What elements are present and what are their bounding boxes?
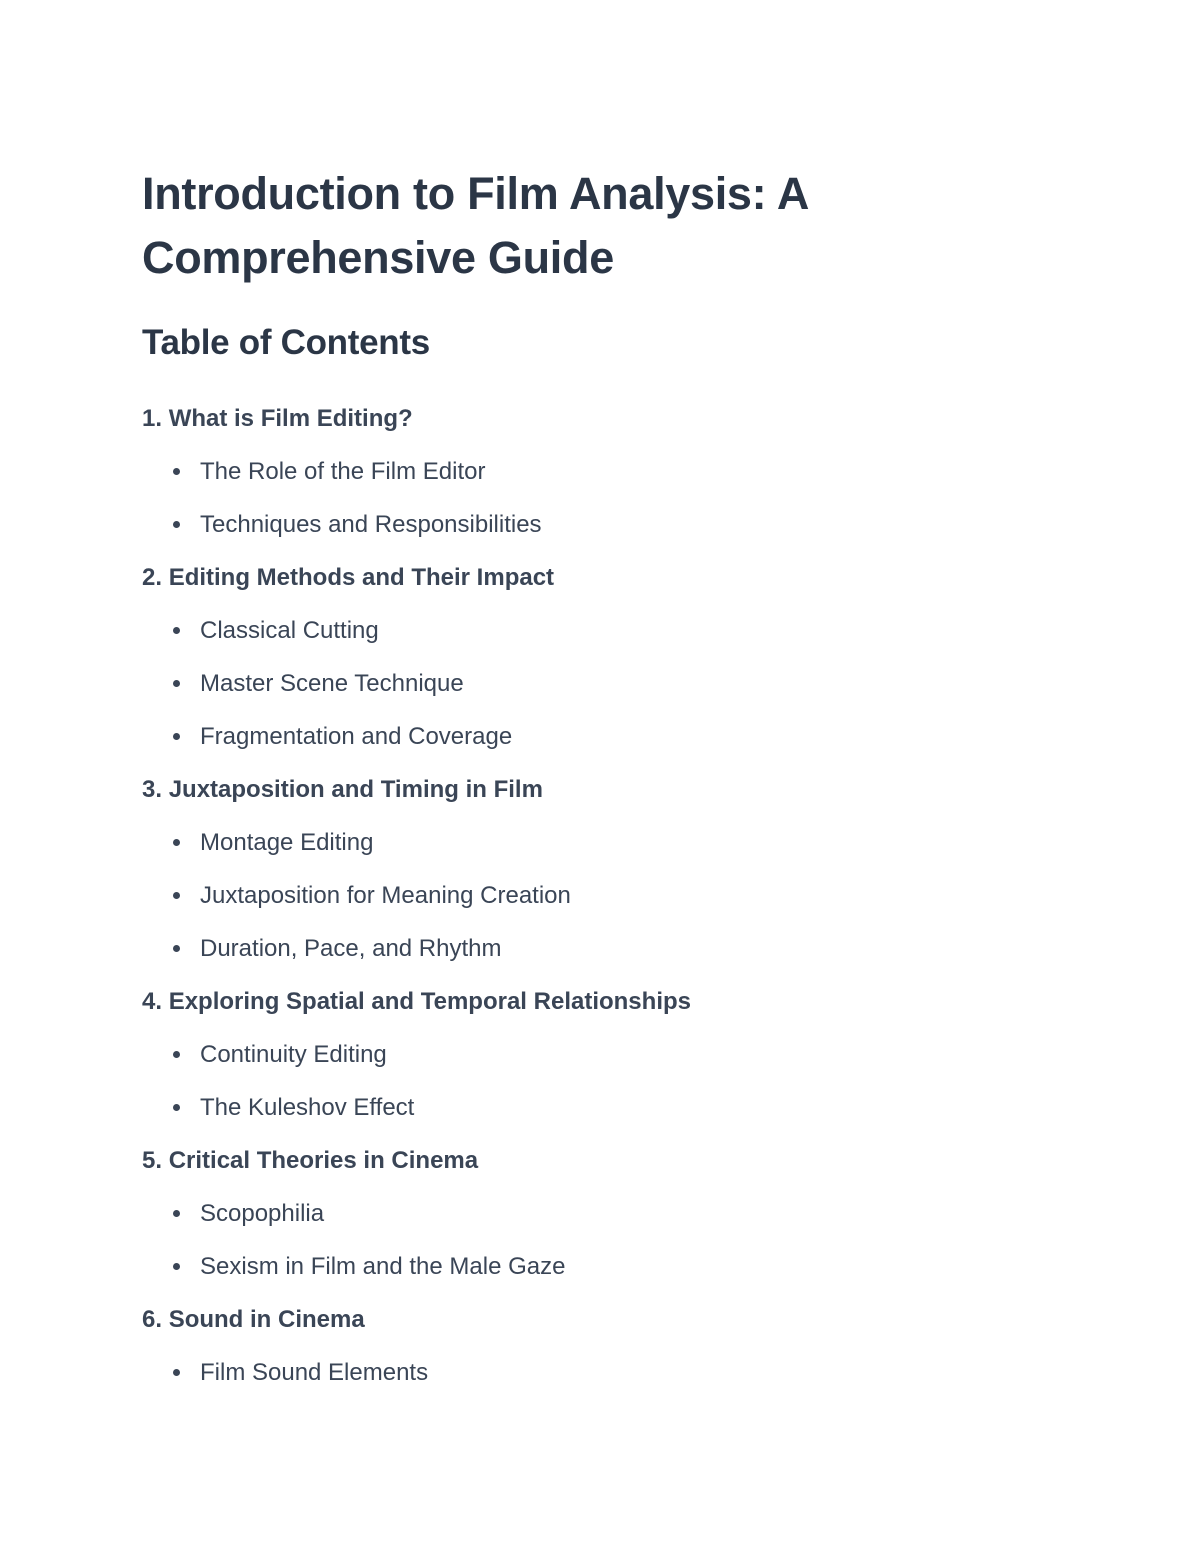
toc-subitems — [142, 445, 1062, 551]
toc-section-heading — [142, 551, 1062, 604]
toc-section — [142, 1134, 1062, 1293]
toc-section — [142, 392, 1062, 551]
toc-subitems — [142, 604, 1062, 763]
toc-subitem — [142, 1187, 1062, 1240]
section-title: Editing Methods and Their Impact — [168, 564, 555, 591]
toc-section-heading — [142, 975, 1062, 1028]
subitem-label: Duration, Pace, and Rhythm — [200, 935, 502, 962]
bullet-icon — [173, 1369, 180, 1376]
subitem-label: Techniques and Responsibilities — [200, 511, 542, 538]
table-of-contents — [142, 392, 1062, 1399]
subitem-label: The Role of the Film Editor — [200, 458, 486, 485]
document-title: Introduction to Film Analysis: A Comprehensive Guide — [142, 168, 808, 283]
section-title: Exploring Spatial and Temporal Relationships — [168, 988, 691, 1015]
subitem-label: Scopophilia — [200, 1200, 325, 1227]
subitem-label: Juxtaposition for Meaning Creation — [200, 882, 571, 909]
toc-subitem — [142, 604, 1062, 657]
toc-subitem — [142, 1240, 1062, 1293]
toc-section — [142, 1293, 1062, 1399]
toc-section-heading — [142, 1293, 1062, 1346]
toc-section-heading — [142, 763, 1062, 816]
section-number: 4. — [142, 988, 163, 1015]
subitem-label: Sexism in Film and the Male Gaze — [200, 1253, 566, 1280]
toc-heading: Table of Contents — [142, 323, 430, 362]
toc-subitem — [142, 816, 1062, 869]
bullet-icon — [173, 945, 180, 952]
toc-subitems — [142, 1346, 1062, 1399]
toc-subitem — [142, 1081, 1062, 1134]
section-number: 5. — [142, 1147, 163, 1174]
toc-section — [142, 551, 1062, 763]
bullet-icon — [173, 733, 180, 740]
subitem-label: Continuity Editing — [200, 1041, 387, 1068]
toc-subitem — [142, 498, 1062, 551]
document-page — [142, 162, 1062, 1399]
section-title: Critical Theories in Cinema — [168, 1147, 479, 1174]
toc-subitem — [142, 1346, 1062, 1399]
subitem-label: The Kuleshov Effect — [200, 1094, 415, 1121]
section-number: 6. — [142, 1306, 163, 1333]
toc-subitem — [142, 445, 1062, 498]
bullet-icon — [173, 839, 180, 846]
toc-subitem — [142, 657, 1062, 710]
subitem-label: Classical Cutting — [200, 617, 379, 644]
bullet-icon — [173, 1104, 180, 1111]
subitem-label: Fragmentation and Coverage — [200, 723, 513, 750]
bullet-icon — [173, 1210, 180, 1217]
toc-subitem — [142, 710, 1062, 763]
toc-subitem — [142, 1028, 1062, 1081]
section-title: What is Film Editing? — [168, 405, 413, 432]
toc-subitems — [142, 1187, 1062, 1293]
bullet-icon — [173, 1051, 180, 1058]
bullet-icon — [173, 892, 180, 899]
bullet-icon — [173, 1263, 180, 1270]
bullet-icon — [173, 627, 180, 634]
subitem-label: Master Scene Technique — [200, 670, 464, 697]
section-number: 3. — [142, 776, 163, 803]
section-title: Sound in Cinema — [168, 1306, 365, 1333]
toc-subitems — [142, 1028, 1062, 1134]
toc-section — [142, 975, 1062, 1134]
toc-subitem — [142, 922, 1062, 975]
section-number: 1. — [142, 405, 163, 432]
toc-section-heading — [142, 1134, 1062, 1187]
toc-subitems — [142, 816, 1062, 975]
toc-subitem — [142, 869, 1062, 922]
section-number: 2. — [142, 564, 163, 591]
subitem-label: Montage Editing — [200, 829, 374, 856]
toc-section — [142, 763, 1062, 975]
bullet-icon — [173, 521, 180, 528]
subitem-label: Film Sound Elements — [200, 1359, 429, 1386]
section-title: Juxtaposition and Timing in Film — [168, 776, 543, 803]
toc-section-heading — [142, 392, 1062, 445]
bullet-icon — [173, 680, 180, 687]
bullet-icon — [173, 468, 180, 475]
